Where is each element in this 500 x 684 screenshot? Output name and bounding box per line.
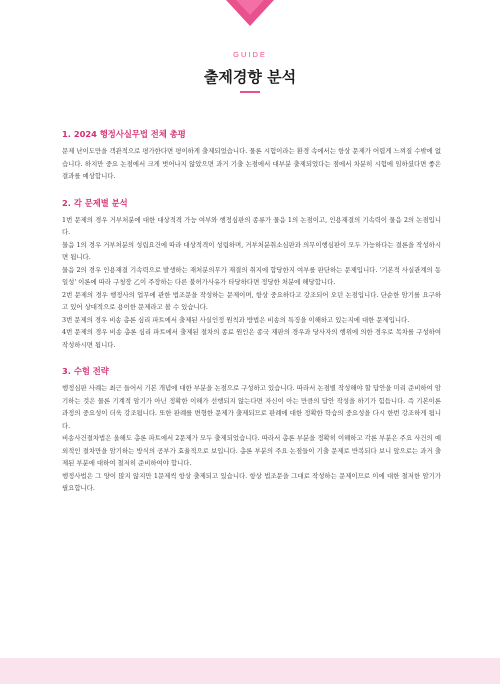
guide-label: GUIDE [233, 50, 267, 59]
paragraph: 비송사건절차법은 올해도 총론 파트에서 2문제가 모두 출제되었습니다. 따라서 총론 부분을 정확히 이해하고 각론 부분은 주요 사건의 예외적인 절차만을 암기하는 방식의 공부가 효율적으로 보입니다. 총론 부분의 주요 논점들이 기출 문제로 반복되다 보니 앞으로는 과거 출제된 부분에 대하여 철저히 준비하여야 합니다. [62, 434, 441, 467]
page-title: 출제경향 분석 [203, 68, 297, 86]
title-underline [240, 91, 260, 93]
section-heading: 3. 수험 전략 [62, 366, 109, 376]
paragraph: 행정사법은 그 양이 많지 않지만 1문제씩 항상 출제되고 있습니다. 항상 법조문을 그대로 작성하는 문제이므로 이에 대한 철저한 암기가 필요합니다. [62, 471, 441, 492]
paragraph: 물음 1의 경우 거부처분의 성립요건에 따라 대상적격이 성립하며, 거부처분취소심판과 의무이행심판이 모두 가능하다는 결론을 작성하시면 됩니다. [62, 240, 441, 261]
paragraph: 3번 문제의 경우 비송 총론 심리 파트에서 출제된 사실인정 원칙과 방법은 비송의 특징을 이해하고 있는지에 대한 문제입니다. [62, 315, 410, 324]
section-heading: 2. 각 문제별 분석 [62, 197, 128, 208]
top-ribbon-icon [226, 0, 274, 26]
section-problem-analysis [62, 197, 441, 352]
paragraph: 문제 난이도만을 객관적으로 평가한다면 평이하게 출제되었습니다. 물론 시험이라는 환경 속에서는 항상 문제가 어렵게 느껴질 수밖에 없습니다. 하지만 중요 논점에서 크게 벗어나지 않았으면 과거 기출 논점에서 대부분 출제되었다는 점에서 차분히 시험에 임하셨다면 좋은 결과를 예상합니다. [62, 147, 441, 180]
section-overview [62, 128, 441, 183]
paragraph: 행정심판 사례는 최근 들어서 기본 개념에 대한 부분을 논점으로 구성하고 있습니다. 따라서 논점별 작성해야 할 답안을 미리 준비하여 암기하는 것은 물론 기계적 암기가 아닌 정확한 이해가 선행되지 않는다면 자신이 아는 만큼의 답안 작성을 하기가 힘듭니다. 즉 기본이론 과정의 중요성이 더욱 강조됩니다. 또한 판례를 변형한 문제가 출제되므로 판례에 대한 정확한 학습의 중요성을 다시 한번 강조하게 됩니다. [62, 384, 441, 430]
content-area [62, 128, 441, 509]
section-exam-strategy [62, 365, 441, 495]
paragraph: 2번 문제의 경우 행정사의 업무에 관한 법조문을 작성하는 문제이며, 항상 중요하다고 강조되어 오던 논점입니다. 단순한 암기를 요구하고 있어 상대적으로 용이한 문제라고 볼 수 있습니다. [62, 290, 441, 311]
section-heading: 1. 2024 행정사실무법 전체 총평 [62, 129, 186, 139]
paragraph: 4번 문제의 경우 비송 총론 심리 파트에서 출제된 절차의 종료 원인은 종국 재판의 경우과 당사자의 행위에 의한 경우로 목차를 구성하여 작성하시면 됩니다. [62, 328, 441, 349]
paragraph: 물음 2의 경우 인용재결 기속력으로 발생하는 재처분의무가 재결의 취지에 합당한지 여부를 판단하는 문제입니다. '기본적 사실관계의 동일성' 이론에 따라 구청장 乙이 주장하는 다른 불허가사유가 타당하다면 정당한 처분에 해당합니다. [62, 265, 441, 286]
footer-band [0, 658, 500, 684]
paragraph: 1번 문제의 경우 거부처분에 대한 대상적격 가능 여부와 행정심판의 종류가 물음 1의 논점이고, 인용재결의 기속력이 물음 2의 논점입니다. [62, 215, 441, 236]
